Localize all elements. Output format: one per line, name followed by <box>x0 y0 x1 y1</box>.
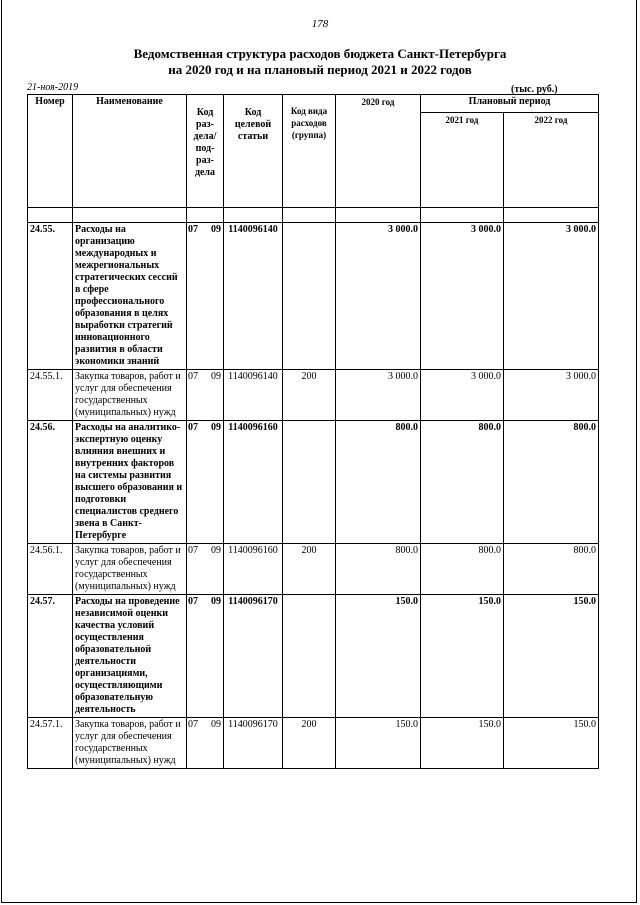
row-number: 24.57.1. <box>28 718 73 769</box>
row-target-code: 1140096170 <box>224 718 283 769</box>
header-number: Номер <box>28 95 73 208</box>
row-section-code <box>187 544 224 595</box>
row-section-code <box>187 718 224 769</box>
table-row <box>28 421 599 544</box>
row-section: 07 <box>188 596 198 607</box>
row-name: Расходы на организацию международных и межрегиональных стратегических сессий в сфере профессионального образования в целях выработки стратегий инновационного развития в области экономики знаний <box>73 223 187 370</box>
header-section-code: Код раз-дела/ под-раз-дела <box>187 95 224 208</box>
row-section-code <box>187 370 224 421</box>
row-name: Закупка товаров, работ и услуг для обеспечения государственных (муниципальных) нужд <box>73 370 187 421</box>
title-line-2: на 2020 год и на плановый период 2021 и 2022 годов <box>168 62 472 77</box>
document-date: 21-ноя-2019 <box>27 82 79 93</box>
row-value-2020: 150.0 <box>336 718 421 769</box>
table-body <box>28 208 599 769</box>
spacer-row <box>28 208 599 223</box>
row-target-code: 1140096160 <box>224 421 283 544</box>
row-section-code <box>187 223 224 370</box>
row-name: Расходы на проведение независимой оценки качества условий осуществления образовательной деятельности организациями, осуществляющими образовательную деятельность <box>73 595 187 718</box>
row-number: 24.55. <box>28 223 73 370</box>
row-section-code <box>187 421 224 544</box>
table-row <box>28 370 599 421</box>
row-section-code <box>187 595 224 718</box>
row-value-2021: 150.0 <box>421 595 504 718</box>
row-name: Закупка товаров, работ и услуг для обеспечения государственных (муниципальных) нужд <box>73 544 187 595</box>
table-row <box>28 544 599 595</box>
row-expense-type <box>283 595 336 718</box>
row-value-2022: 800.0 <box>504 544 599 595</box>
row-value-2021: 3 000.0 <box>421 223 504 370</box>
row-expense-type <box>283 421 336 544</box>
row-section: 07 <box>188 224 198 235</box>
row-name: Закупка товаров, работ и услуг для обеспечения государственных (муниципальных) нужд <box>73 718 187 769</box>
row-value-2020: 800.0 <box>336 544 421 595</box>
row-target-code: 1140096170 <box>224 595 283 718</box>
row-value-2021: 3 000.0 <box>421 370 504 421</box>
row-value-2022: 800.0 <box>504 421 599 544</box>
row-value-2021: 150.0 <box>421 718 504 769</box>
row-value-2020: 3 000.0 <box>336 370 421 421</box>
row-value-2020: 150.0 <box>336 595 421 718</box>
row-value-2022: 150.0 <box>504 718 599 769</box>
row-number: 24.56. <box>28 421 73 544</box>
header-planned-period: Плановый период <box>421 95 599 113</box>
row-subsection: 09 <box>211 596 221 607</box>
table-row <box>28 718 599 769</box>
row-section: 07 <box>188 422 198 433</box>
row-subsection: 09 <box>211 224 221 235</box>
row-expense-type: 200 <box>283 544 336 595</box>
row-name: Расходы на аналитико-экспертную оценку влияния внешних и внутренних факторов на системы развития высшего образования и подготовки специалистов среднего звена в Санкт-Петербурге <box>73 421 187 544</box>
row-target-code: 1140096140 <box>224 370 283 421</box>
row-value-2021: 800.0 <box>421 421 504 544</box>
budget-table <box>27 94 599 769</box>
row-section: 07 <box>188 719 198 730</box>
row-value-2022: 3 000.0 <box>504 223 599 370</box>
row-value-2021: 800.0 <box>421 544 504 595</box>
page-title <box>60 46 580 78</box>
row-expense-type: 200 <box>283 370 336 421</box>
row-number: 24.57. <box>28 595 73 718</box>
units-label: (тыс. руб.) <box>511 84 558 95</box>
row-value-2020: 3 000.0 <box>336 223 421 370</box>
row-subsection: 09 <box>211 545 221 556</box>
header-name: Наименование <box>73 95 187 208</box>
table-row <box>28 595 599 718</box>
row-subsection: 09 <box>211 719 221 730</box>
row-section: 07 <box>188 371 198 382</box>
table-row <box>28 223 599 370</box>
header-row <box>28 95 599 113</box>
row-number: 24.56.1. <box>28 544 73 595</box>
row-value-2022: 3 000.0 <box>504 370 599 421</box>
header-expense-type: Код вида расходов (группа) <box>283 95 336 208</box>
header-target-code: Код целевой статьи <box>224 95 283 208</box>
row-target-code: 1140096160 <box>224 544 283 595</box>
row-subsection: 09 <box>211 371 221 382</box>
header-year-2022: 2022 год <box>504 113 599 208</box>
row-target-code: 1140096140 <box>224 223 283 370</box>
row-expense-type <box>283 223 336 370</box>
row-number: 24.55.1. <box>28 370 73 421</box>
header-year-2020: 2020 год <box>336 95 421 208</box>
row-subsection: 09 <box>211 422 221 433</box>
title-line-1: Ведомственная структура расходов бюджета Санкт-Петербурга <box>133 46 507 61</box>
row-expense-type: 200 <box>283 718 336 769</box>
page-number: 178 <box>311 18 329 30</box>
header-year-2021: 2021 год <box>421 113 504 208</box>
row-section: 07 <box>188 545 198 556</box>
row-value-2020: 800.0 <box>336 421 421 544</box>
row-value-2022: 150.0 <box>504 595 599 718</box>
